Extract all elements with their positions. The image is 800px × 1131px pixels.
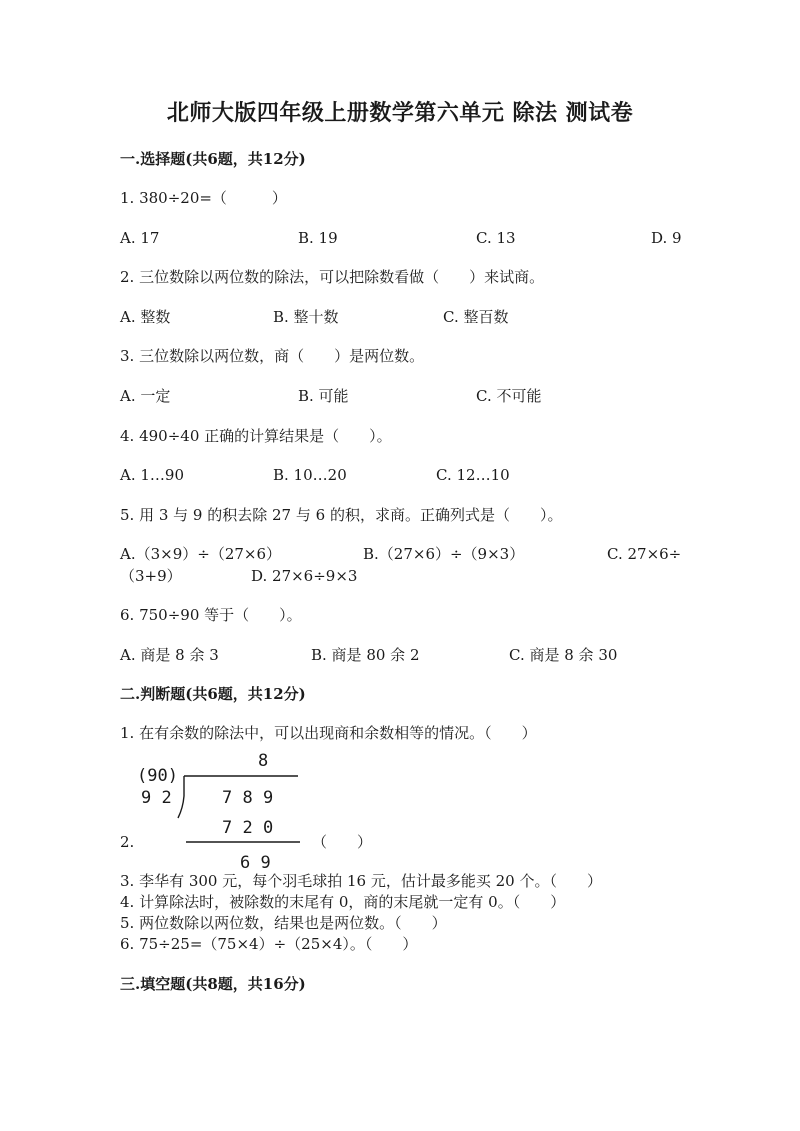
q5-option-c-continued: （3+9）: [120, 567, 182, 585]
q1-option-b: B. 19: [298, 229, 338, 247]
question-4-stem: 4. 490÷40 正确的计算结果是（ ）。: [120, 427, 392, 445]
judgment-2-number: 2.: [120, 833, 135, 851]
q6-option-c: C. 商是 8 余 30: [509, 646, 618, 664]
q4-option-c: C. 12…10: [436, 466, 510, 484]
judgment-3: 3. 李华有 300 元，每个羽毛球拍 16 元，估计最多能买 20 个。（ ）: [120, 872, 602, 890]
division-dividend: 7 8 9: [222, 788, 274, 808]
question-6-stem: 6. 750÷90 等于（ ）。: [120, 606, 302, 624]
q5-option-a: A.（3×9）÷（27×6）: [120, 545, 282, 563]
section-heading-fill-blank: 三.填空题(共8题，共16分): [120, 975, 306, 993]
division-remainder: 6 9: [240, 853, 271, 873]
judgment-2-answer-paren: （ ）: [312, 833, 373, 851]
division-product: 7 2 0: [222, 818, 274, 838]
question-1-stem: 1. 380÷20=（ ）: [120, 189, 287, 207]
q6-option-a: A. 商是 8 余 3: [120, 646, 219, 664]
question-5-stem: 5. 用 3 与 9 的积去除 27 与 6 的积，求商。正确列式是（ ）。: [120, 506, 563, 524]
judgment-1: 1. 在有余数的除法中，可以出现商和余数相等的情况。（ ）: [120, 724, 537, 742]
q3-option-a: A. 一定: [120, 387, 171, 405]
long-division-figure: [120, 748, 330, 878]
q6-option-b: B. 商是 80 余 2: [311, 646, 420, 664]
q2-option-b: B. 整十数: [273, 308, 339, 326]
question-2-stem: 2. 三位数除以两位数的除法，可以把除数看做（ ）来试商。: [120, 268, 545, 286]
q5-option-b: B.（27×6）÷（9×3）: [363, 545, 525, 563]
q1-option-a: A. 17: [120, 229, 160, 247]
q1-option-c: C. 13: [476, 229, 516, 247]
q4-option-b: B. 10…20: [273, 466, 347, 484]
judgment-6: 6. 75÷25=（75×4）÷（25×4）。（ ）: [120, 935, 418, 953]
q2-option-a: A. 整数: [120, 308, 171, 326]
judgment-4: 4. 计算除法时，被除数的末尾有 0，商的末尾就一定有 0。（ ）: [120, 893, 566, 911]
q3-option-b: B. 可能: [298, 387, 349, 405]
q4-option-a: A. 1…90: [120, 466, 184, 484]
division-quotient: 8: [258, 751, 269, 771]
judgment-5: 5. 两位数除以两位数，结果也是两位数。（ ）: [120, 914, 447, 932]
division-bracket: [178, 776, 184, 818]
section-heading-judgment: 二.判断题(共6题，共12分): [120, 685, 306, 703]
division-estimate: (90): [137, 766, 178, 786]
question-3-stem: 3. 三位数除以两位数，商（ ）是两位数。: [120, 347, 425, 365]
section-heading-choice: 一.选择题(共6题，共12分): [120, 150, 306, 168]
page-title: 北师大版四年级上册数学第六单元 除法 测试卷: [166, 100, 634, 126]
q3-option-c: C. 不可能: [476, 387, 542, 405]
division-divisor: 9 2: [141, 788, 172, 808]
q2-option-c: C. 整百数: [443, 308, 509, 326]
q1-option-d: D. 9: [651, 229, 682, 247]
q5-option-d: D. 27×6÷9×3: [251, 567, 358, 585]
q5-option-c: C. 27×6÷: [607, 545, 682, 563]
